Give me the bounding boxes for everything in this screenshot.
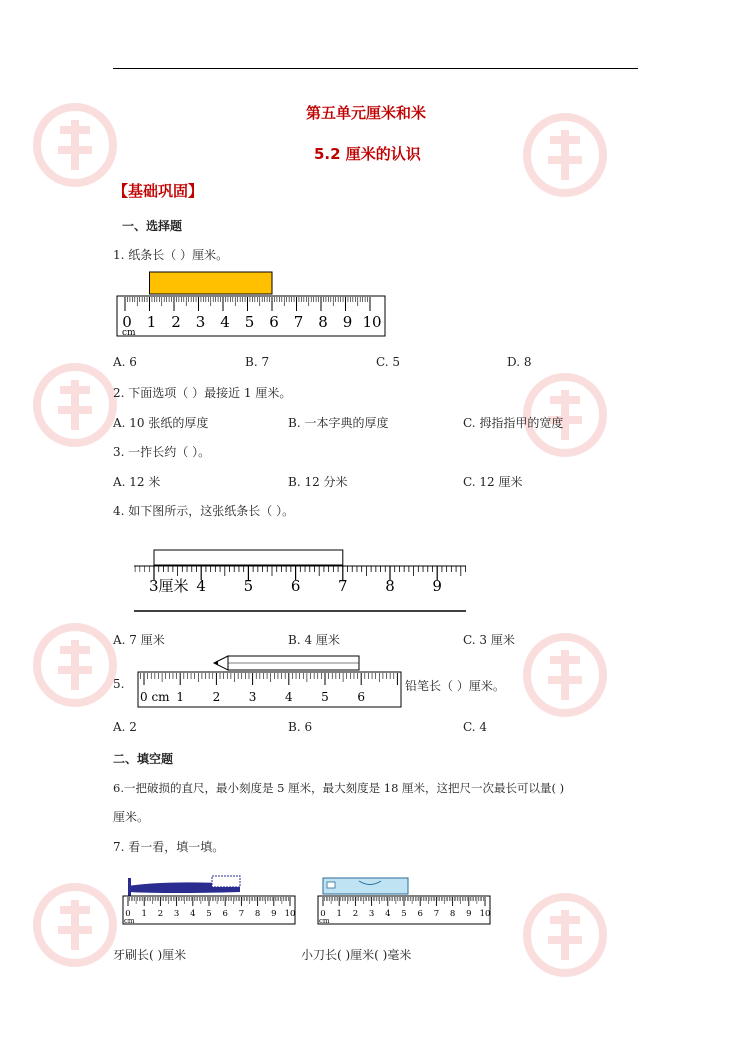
q1-ruler-tick-label: 6 xyxy=(269,313,279,331)
page-title: 第五单元厘米和米 xyxy=(306,104,427,122)
q5-option-b[interactable]: B. 6 xyxy=(288,720,313,734)
q5-option-a[interactable]: A. 2 xyxy=(113,720,137,734)
q1-ruler-tick-label: 10 xyxy=(362,313,382,331)
q1-paper-strip xyxy=(150,272,273,294)
q7-ruler-2-tick-label: 1 xyxy=(336,909,342,919)
knife-icon xyxy=(323,878,408,894)
q4-ruler-tick-label: 9 xyxy=(432,577,442,595)
q4-option-c[interactable]: C. 3 厘米 xyxy=(463,633,515,647)
q6-line1: 6.一把破损的直尺，最小刻度是 5 厘米，最大刻度是 18 厘米，这把尺一次最长可以量( ) xyxy=(113,781,565,795)
q7-ruler-1-tick-label: 9 xyxy=(271,909,277,919)
watermark-logo-icon xyxy=(520,110,610,200)
q7-ruler-1-tick-label: 2 xyxy=(157,909,164,919)
q4-ruler-tick-label: 8 xyxy=(385,577,395,595)
q4-ruler-figure xyxy=(130,545,470,615)
q7-ruler-2-tick-label: 5 xyxy=(401,909,407,919)
q7-ruler-1-tick-label: 8 xyxy=(254,909,261,919)
q7-ruler-1-unit: cm xyxy=(124,917,135,925)
q7-ruler-2-tick-label: 6 xyxy=(417,909,423,919)
q4-ruler-tick-label: 4 xyxy=(196,577,206,595)
q4-option-a[interactable]: A. 7 厘米 xyxy=(113,633,165,647)
q5-ruler-tick-label: 1 xyxy=(176,690,185,704)
q1-ruler-unit: cm xyxy=(122,328,136,338)
q7-ruler-2-tick-label: 7 xyxy=(433,909,440,919)
q5-stem-tail: 铅笔长（ ）厘米。 xyxy=(405,679,505,693)
q7-ruler-2-tick-label: 2 xyxy=(352,909,359,919)
q5-ruler-tick-label: 2 xyxy=(212,690,221,704)
q6-line2: 厘米。 xyxy=(113,810,150,824)
q1-ruler-tick-label: 0 xyxy=(122,313,132,331)
watermark-logo-icon xyxy=(520,630,610,720)
q1-ruler-tick-label: 8 xyxy=(318,313,328,331)
q7-ruler-2-tick-label: 10 xyxy=(479,909,491,919)
part1-heading: 一、选择题 xyxy=(122,219,183,233)
q7-knife-figure xyxy=(315,872,495,928)
watermark-logo-icon xyxy=(30,100,120,190)
q1-option-b[interactable]: B. 7 xyxy=(245,355,270,369)
q3-option-a[interactable]: A. 12 米 xyxy=(113,475,161,489)
q1-option-c[interactable]: C. 5 xyxy=(376,355,401,369)
q2-option-c[interactable]: C. 拇指指甲的宽度 xyxy=(463,416,564,430)
q4-option-b[interactable]: B. 4 厘米 xyxy=(288,633,340,647)
q7-ruler-1-tick-label: 3 xyxy=(173,909,180,919)
q4-ruler-tick-label: 6 xyxy=(290,577,301,595)
q7-ruler-1-tick-label: 4 xyxy=(190,909,196,919)
q1-ruler-tick-label: 2 xyxy=(171,313,181,331)
q7-ruler-2-tick-label: 3 xyxy=(368,909,375,919)
q5-ruler-figure xyxy=(134,652,404,710)
q1-option-a[interactable]: A. 6 xyxy=(113,355,137,369)
q3-option-b[interactable]: B. 12 分米 xyxy=(288,475,348,489)
q7-ruler-1-tick-label: 0 xyxy=(125,909,131,919)
pencil-icon xyxy=(214,656,359,670)
q4-ruler-ticks xyxy=(135,566,465,595)
q7-ruler-2-tick-label: 8 xyxy=(449,909,456,919)
page-subtitle: 5.2 厘米的认识 xyxy=(314,145,421,163)
q7-stem: 7. 看一看，填一填。 xyxy=(113,840,225,854)
q7-ruler-1-tick-label: 6 xyxy=(222,909,228,919)
q7-knife-label: 小刀长( )厘米( )毫米 xyxy=(301,948,412,962)
q7-ruler-1-tick-label: 5 xyxy=(206,909,212,919)
q4-paper-strip xyxy=(154,550,343,565)
q3-stem: 3. 一拃长约（ ）。 xyxy=(113,445,211,459)
q7-toothbrush-label: 牙刷长( )厘米 xyxy=(113,948,187,962)
q7-ruler-1-tick-label: 10 xyxy=(284,909,296,919)
q1-option-d[interactable]: D. 8 xyxy=(507,355,532,369)
q2-option-a[interactable]: A. 10 张纸的厚度 xyxy=(113,416,209,430)
q1-ruler-tick-label: 7 xyxy=(293,313,304,331)
q1-ruler-figure xyxy=(116,270,388,338)
section-basic: 【基础巩固】 xyxy=(113,182,204,200)
q7-ruler-2-tick-label: 9 xyxy=(466,909,472,919)
q7-ruler-1-tick-label: 7 xyxy=(238,909,245,919)
q4-ruler-tick-label: 7 xyxy=(338,577,348,595)
watermark-logo-icon xyxy=(520,890,610,980)
q5-ruler-tick-label: 3 xyxy=(248,690,257,704)
q1-ruler-tick-label: 1 xyxy=(146,313,157,331)
part2-heading: 二、填空题 xyxy=(113,752,174,766)
toothbrush-icon xyxy=(128,876,240,896)
q5-option-c[interactable]: C. 4 xyxy=(463,720,488,734)
q7-ruler-2-tick-label: 0 xyxy=(320,909,326,919)
q5-ruler-tick-label: 6 xyxy=(357,690,366,704)
q4-ruler-tick-label: 5 xyxy=(243,577,254,595)
q7-ruler-2-unit: cm xyxy=(319,917,330,925)
header-rule xyxy=(113,68,638,69)
watermark-logo-icon xyxy=(30,620,120,710)
watermark-logo-icon xyxy=(30,360,120,450)
q7-toothbrush-figure xyxy=(120,872,300,928)
q7-ruler-2-tick-label: 4 xyxy=(385,909,391,919)
q4-ruler-tick-label: 3厘米 xyxy=(149,577,189,595)
q2-stem: 2. 下面选项（ ）最接近 1 厘米。 xyxy=(113,386,292,400)
q1-ruler-tick-label: 9 xyxy=(342,313,353,331)
q4-stem: 4. 如下图所示，这张纸条长（ ）。 xyxy=(113,504,295,518)
q3-option-c[interactable]: C. 12 厘米 xyxy=(463,475,523,489)
watermark-logo-icon xyxy=(30,880,120,970)
q5-ruler-tick-label: 0 cm xyxy=(140,690,170,704)
q5-ruler-tick-label: 5 xyxy=(321,690,329,704)
q2-option-b[interactable]: B. 一本字典的厚度 xyxy=(288,416,389,430)
q1-stem: 1. 纸条长（ ）厘米。 xyxy=(113,248,229,262)
q7-ruler-1-tick-label: 1 xyxy=(141,909,147,919)
q5-number: 5. xyxy=(113,677,125,691)
q1-ruler-tick-label: 5 xyxy=(244,313,255,331)
q1-ruler-tick-label: 4 xyxy=(220,313,230,331)
q1-ruler-tick-label: 3 xyxy=(195,313,206,331)
q5-ruler-tick-label: 4 xyxy=(284,690,293,704)
